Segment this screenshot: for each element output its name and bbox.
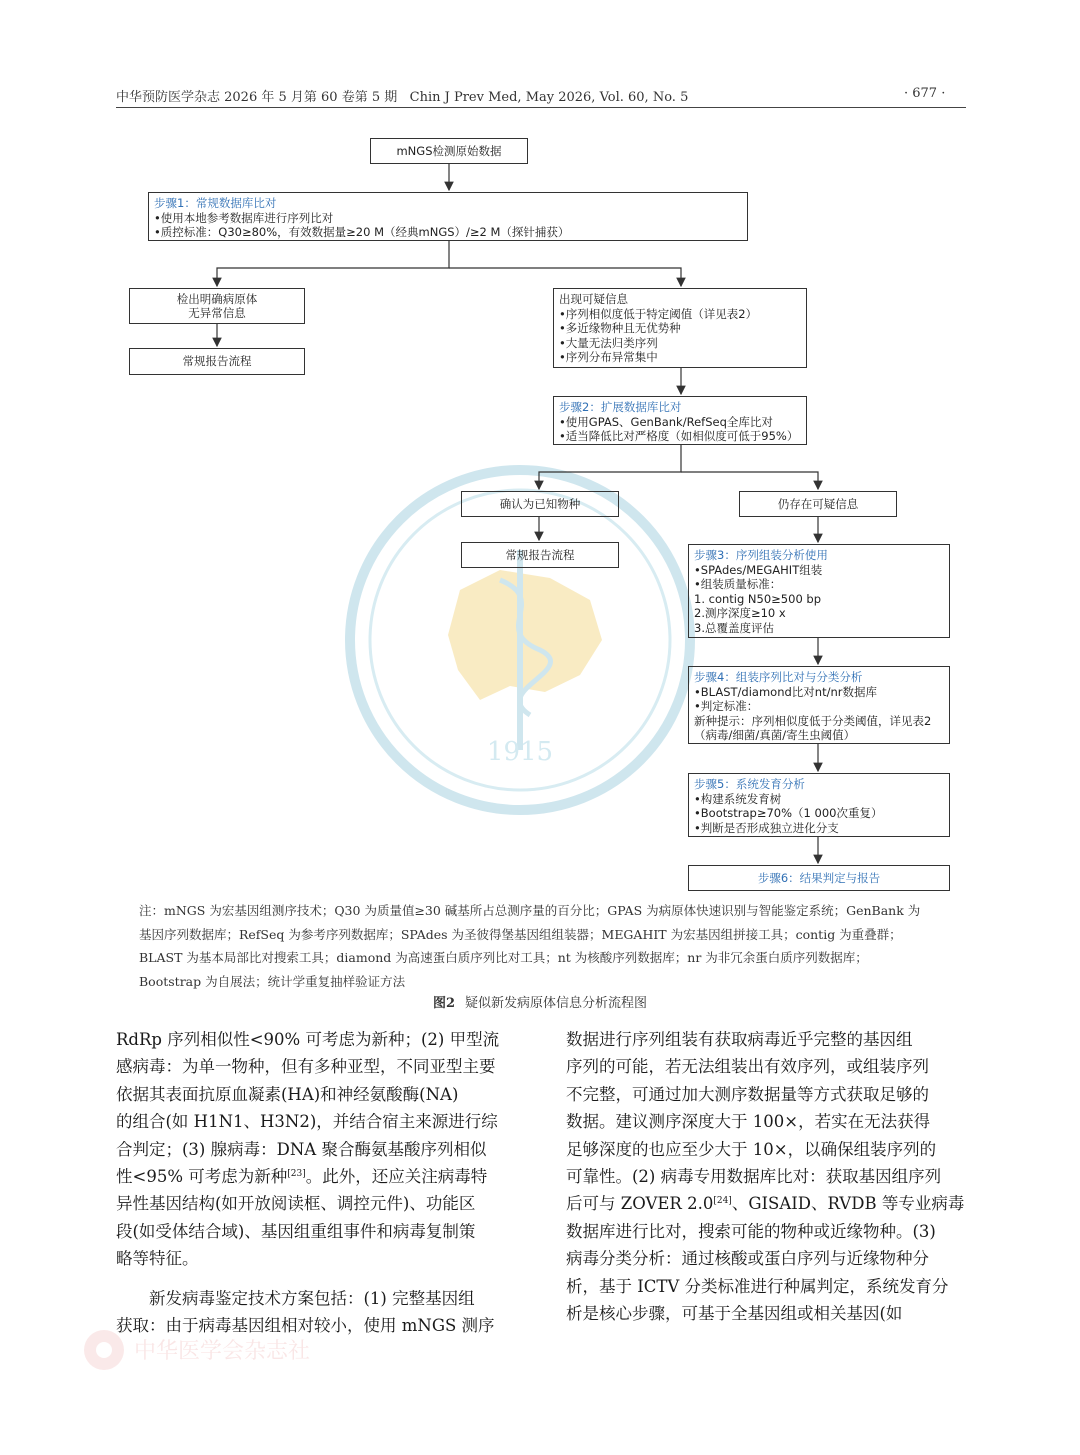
- flow-step1-line: •使用本地参考数据库进行序列比对: [154, 210, 334, 225]
- note-line: Bootstrap 为自展法；统计学重复抽样验证方法: [139, 973, 406, 989]
- publisher-name: 中华医学会杂志社: [134, 1339, 311, 1364]
- text-line: 依据其表面抗原血凝素(HA)和神经氨酸酶(NA): [116, 1084, 459, 1104]
- text-run: 、GISAID、RVDB 等专业病毒: [731, 1194, 965, 1214]
- flow-routine-label-2: 常规报告流程: [505, 547, 575, 562]
- flow-suspicious-line: •多近缘物种且无优势种: [559, 321, 681, 335]
- flow-step5-title: 步骤5：系统发育分析: [694, 777, 805, 791]
- text-line: 数据库进行比对，搜索可能的物种或近缘物种。(3): [566, 1221, 936, 1241]
- arrow-step2-still: [681, 472, 818, 489]
- flow-step3-line: 3.总覆盖度评估: [694, 620, 774, 635]
- seal-year: 1915: [486, 737, 554, 767]
- text-line: 略等特征。: [116, 1249, 199, 1269]
- text-line: 的组合(如 H1N1、H3N2)，并结合宿主来源进行综: [116, 1112, 498, 1132]
- paragraph: [116, 1026, 518, 1273]
- text-line: 合判定；(3) 腺病毒：DNA 聚合酶氨基酸序列相似: [116, 1139, 487, 1159]
- flow-step3-line: 1. contig N50≥500 bp: [694, 591, 822, 606]
- journal-title-cn: 中华预防医学杂志 2026 年 5 月第 60 卷第 5 期: [116, 90, 398, 105]
- note-line: 基因序列数据库；RefSeq 为参考序列数据库；SPAdes 为圣彼得堡基因组组装器；MEGAHIT 为宏基因组拼接工具；contig 为重叠群；: [139, 926, 902, 942]
- body-column-left: [116, 1026, 518, 1339]
- text-line: 序列的可能，若无法组装出有效序列，或组装序列: [566, 1057, 929, 1077]
- figure-label: 图2: [432, 996, 456, 1011]
- flow-step2-line: •适当降低比对严格度（如相似度可低于95%）: [559, 429, 799, 443]
- flow-step1-box: [148, 192, 748, 241]
- text-line: [566, 1190, 968, 1217]
- flow-step5-line: •构建系统发育树: [694, 791, 782, 806]
- flow-step2-box: [553, 396, 807, 445]
- flow-step2-title: 步骤2：扩展数据库比对: [559, 400, 682, 414]
- flow-step6-label: 步骤6：结果判定与报告: [757, 870, 881, 885]
- flow-start-label: mNGS检测原始数据: [396, 143, 502, 158]
- text-line: 感病毒：为单一物种，但有多种亚型，不同亚型主要: [116, 1057, 496, 1077]
- text-line: 足够深度的也应至少大于 10×，以确保组装序列的: [566, 1139, 937, 1159]
- flow-routine-box-2: [461, 542, 619, 568]
- flow-step4-box: [688, 666, 950, 744]
- flow-step4-title: 步骤4：组装序列比对与分类分析: [694, 670, 863, 684]
- flow-step2-line: •使用GPAS、GenBank/RefSeq全库比对: [559, 414, 773, 429]
- body-column-right: [566, 1026, 968, 1327]
- text-run: 后可与 ZOVER 2.0: [566, 1194, 714, 1214]
- text-line: 数据进行序列组装有获取病毒近乎完整的基因组: [566, 1030, 913, 1049]
- flow-step3-line: 2.测序深度≥10 x: [694, 606, 786, 620]
- note-line: BLAST 为基本局部比对搜索工具；diamond 为高速蛋白质序列比对工具；nt 为核酸序列数据库；nr 为非冗余蛋白质序列数据库；: [139, 950, 868, 965]
- flow-routine-box-1: [129, 348, 305, 375]
- text-line: 异性基因结构(如开放阅读框、调控元件)、功能区: [116, 1194, 476, 1214]
- flow-suspicious-line: •大量无法归类序列: [559, 335, 658, 350]
- flow-suspicious-line: •序列相似度低于特定阈值（详见表2）: [559, 306, 758, 321]
- flow-known-box: [461, 491, 619, 517]
- arrow-step1-clear: [217, 241, 449, 286]
- flow-step4-line: •BLAST/diamond比对nt/nr数据库: [694, 684, 877, 699]
- text-line: 病毒分类分析：通过核酸或蛋白序列与近缘物种分: [566, 1249, 929, 1269]
- text-line: 新发病毒鉴定技术方案包括：(1) 完整基因组: [149, 1288, 475, 1308]
- text-run: 。此外，还应关注病毒特: [305, 1167, 488, 1187]
- text-line: 不完整，可通过加大测序数据量等方式获取足够的: [566, 1084, 929, 1104]
- figure-note: [139, 899, 949, 993]
- text-line: 可靠性。(2) 病毒专用数据库比对：获取基因组序列: [566, 1167, 942, 1187]
- text-line: 析是核心步骤，可基于全基因组或相关基因(如: [566, 1304, 903, 1324]
- paragraph: [566, 1026, 968, 1327]
- flow-step5-line: •Bootstrap≥70%（1 000次重复）: [694, 806, 883, 820]
- flow-step4-line: •判定标准：: [694, 699, 759, 713]
- text-line: 析，基于 ICTV 分类标准进行种属判定，系统发育分: [566, 1276, 949, 1296]
- flow-suspicious-box: [553, 288, 807, 368]
- flow-step1-line: •质控标准：Q30≥80%，有效数据量≥20 M（经典mNGS）/≥2 M（探针捕获）: [154, 225, 570, 239]
- publisher-watermark: [72, 1318, 492, 1388]
- flow-step4-line: 新种提示：序列相似度低于分类阈值，详见表2: [694, 713, 932, 728]
- flow-step5-line: •判断是否形成独立进化分支: [694, 820, 839, 835]
- flow-step3-title: 步骤3：序列组装分析使用: [694, 548, 828, 562]
- arrow-step1-suspicious: [449, 268, 681, 286]
- flow-step1-title: 步骤1：常规数据库比对: [154, 196, 277, 210]
- flow-step3-line: •组装质量标准：: [694, 577, 782, 591]
- flow-still-box: [739, 491, 897, 517]
- flow-step3-box: [688, 544, 950, 638]
- flow-routine-label-1: 常规报告流程: [182, 354, 252, 369]
- flow-step6-box: [688, 865, 950, 891]
- flow-known-label: 确认为已知物种: [499, 496, 581, 511]
- text-line: 获取：由于病毒基因组相对较小，使用 mNGS 测序: [116, 1316, 495, 1336]
- text-line: 段(如受体结合域)、基因组重组事件和病毒复制策: [116, 1221, 476, 1241]
- flow-suspicious-line: 出现可疑信息: [559, 292, 628, 306]
- flow-step4-line: （病毒/细菌/真菌/寄生虫阈值）: [694, 728, 856, 742]
- citation-ref[interactable]: [24]: [713, 1196, 732, 1207]
- flow-clear-box: [129, 288, 305, 324]
- citation-ref[interactable]: [23]: [287, 1169, 306, 1180]
- flow-start-box: [370, 138, 528, 164]
- text-line: 数据。建议测序深度大于 100×，若实在无法获得: [566, 1112, 931, 1132]
- flow-step5-box: [688, 773, 950, 837]
- text-run: 性<95% 可考虑为新种: [116, 1167, 288, 1187]
- journal-title-en: Chin J Prev Med, May 2026, Vol. 60, No. 5: [409, 90, 689, 105]
- flow-suspicious-line: •序列分布异常集中: [559, 350, 658, 364]
- text-line: [116, 1163, 518, 1190]
- note-line: 注：mNGS 为宏基因组测序技术；Q30 为质量值≥30 碱基所占总测序量的百分比；GPAS 为病原体快速识别与智能鉴定系统；GenBank 为: [139, 903, 921, 918]
- figure-caption: [0, 992, 1080, 1011]
- page-number: · 677 ·: [904, 86, 946, 101]
- flow-step3-line: •SPAdes/MEGAHIT组装: [694, 562, 823, 577]
- arrow-step2-known: [539, 445, 681, 489]
- flow-still-label: 仍存在可疑信息: [777, 496, 859, 511]
- figure-title: 疑似新发病原体信息分析流程图: [465, 996, 648, 1011]
- text-line: RdRp 序列相似性<90% 可考虑为新种；(2) 甲型流: [116, 1030, 500, 1049]
- flow-clear-line: 无异常信息: [188, 306, 246, 320]
- flow-clear-line: 检出明确病原体: [176, 291, 258, 306]
